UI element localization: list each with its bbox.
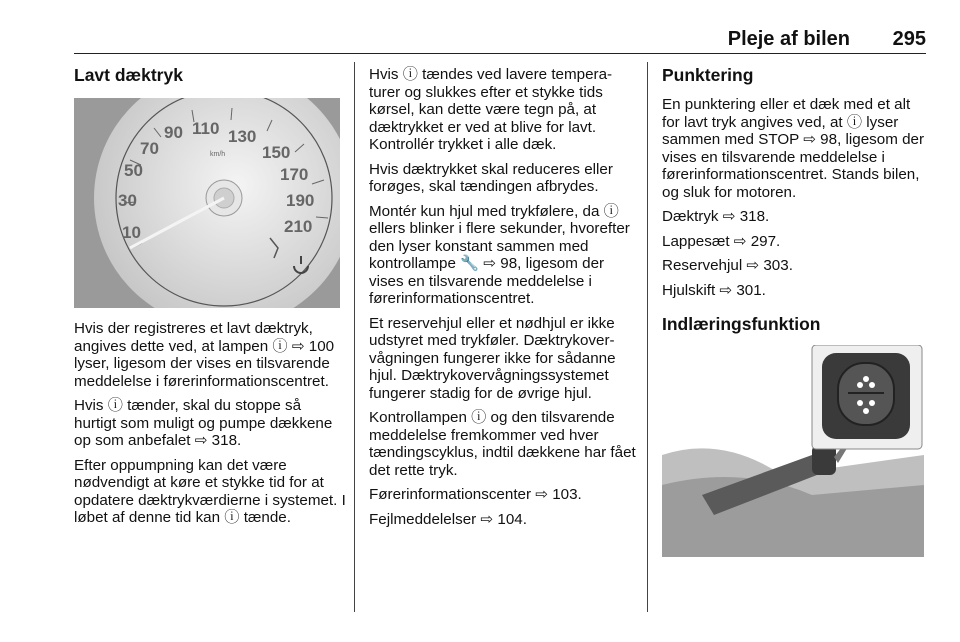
gauge-number: 210: [284, 217, 313, 236]
cross-reference: Dæktryk ⇨ 318.: [662, 208, 770, 225]
gauge-unit: km/h: [210, 151, 226, 158]
paragraph: Kontrollampen ⓘ og den tilsvarende meddelelse fremkommer ved hver tændingscyklus, indtil dækkene har fået det rette tryk.: [369, 409, 636, 479]
gauge-number: 170: [280, 165, 309, 184]
paragraph: Efter oppumpning kan det være nødvendigt at køre et stykke tid for at opdatere dæktrykværdierne i systemet. I løbet af denne tid kan ⓘ tænde.: [74, 456, 346, 526]
column-3: [662, 64, 930, 557]
gauge-number: 150: [262, 143, 291, 162]
page-number: 295: [892, 28, 926, 50]
column-divider: [354, 62, 355, 612]
gauge-number: 190: [286, 191, 315, 210]
cross-reference: Fejlmeddelelser ⇨ 104.: [369, 510, 527, 528]
cross-reference: Hjulskift ⇨ 301.: [662, 281, 766, 299]
gauge-number: 70: [140, 139, 159, 158]
column-1: [74, 64, 346, 534]
paragraph: Montér kun hjul med trykfølere, da ⓘ ellers blinker i flere sekunder, hvorefter den lyser konstant sammen med kontrollampe 🔧 ⇨ 98, ligesom der vises en tilsvarende meddelelse i førerinformationscentret.: [369, 202, 630, 307]
paragraph: Hvis ⓘ tænder, skal du stoppe så hurtigt som muligt og pumpe dækkene op som anbefalet ⇨ 318.: [74, 397, 333, 449]
cross-reference: Lappesæt ⇨ 297.: [662, 232, 781, 250]
paragraph: Et reservehjul eller et nødhjul er ikke udstyret med trykføler. Dæktrykovervågningen fungerer ikke for sådanne hjul. Dæktrykovervågningssystemet fungerer stadig for de øvrige hjul.: [369, 314, 616, 402]
header-title: Pleje af bilen: [727, 28, 850, 50]
gauge-number: 90: [164, 123, 183, 142]
gauge-number: 50: [124, 161, 143, 180]
column-2: [369, 66, 637, 535]
section-heading-learning: Indlæringsfunktion: [662, 314, 821, 334]
stalk-control-illustration: [662, 345, 924, 557]
section-heading-low-pressure: Lavt dæktryk: [74, 65, 183, 85]
column-divider: [647, 62, 648, 612]
paragraph: Hvis der registreres et lavt dæktryk, angives dette ved, at lampen ⓘ ⇨ 100 lyser, ligesom der vises en tilsvarende meddelelse i førerinformationscentret.: [74, 320, 335, 390]
page-header: [74, 28, 926, 52]
paragraph: En punktering eller et dæk med et alt for lavt tryk angives ved, at ⓘ lyser sammen med STOP ⇨ 98, ligesom der vises en tilsvarende meddelelse i førerinformationscentret. Stands bilen, og sluk for motoren.: [662, 96, 925, 201]
cross-reference: Reservehjul ⇨ 303.: [662, 257, 793, 274]
speedometer-illustration: [74, 98, 340, 308]
paragraph: Hvis ⓘ tændes ved lavere temperaturer og slukkes efter et stykke tids kørsel, kan dette være tegn på, at dæktrykket er ved at blive for lavt. Kontrollér trykket i alle dæk.: [369, 66, 613, 153]
gauge-number: 130: [228, 127, 257, 146]
section-heading-puncture: Punktering: [662, 65, 754, 85]
gauge-number: 10: [122, 223, 141, 242]
header-rule: [74, 53, 926, 54]
cross-reference: Førerinformationscenter ⇨ 103.: [369, 486, 582, 503]
gauge-number: 30: [118, 191, 137, 210]
gauge-number: 110: [192, 119, 220, 138]
paragraph: Hvis dæktrykket skal reduceres eller forøges, skal tændingen afbrydes.: [369, 160, 613, 195]
